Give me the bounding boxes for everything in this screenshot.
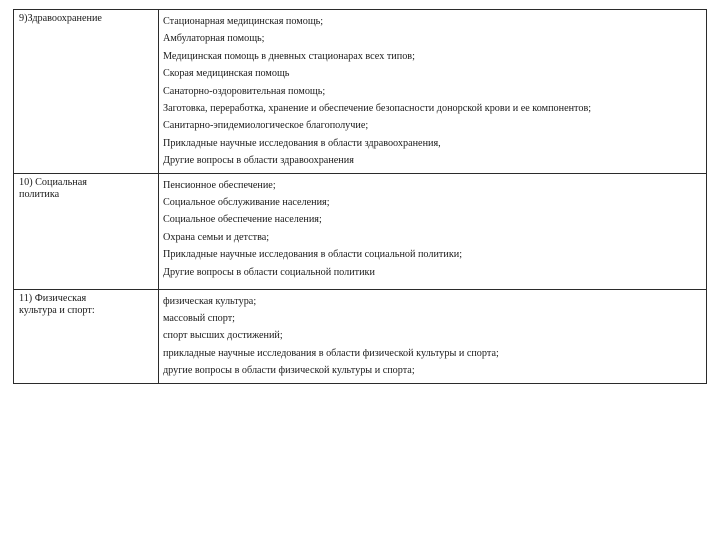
table-row (14, 289, 707, 383)
list-item: Заготовка, переработка, хранение и обеспечение безопасности донорской крови и ее компонентов; (163, 103, 592, 115)
list-item: спорт высших достижений; (163, 330, 283, 342)
items-cell (159, 173, 707, 289)
list-item: Другие вопросы в области здравоохранения (163, 155, 354, 167)
list-item: Прикладные научные исследования в области здравоохранения, (163, 137, 441, 149)
table-row (14, 173, 707, 289)
list-item: Санаторно-оздоровительная помощь; (163, 85, 326, 97)
list-item: Скорая медицинская помощь (163, 68, 290, 80)
list-item: Амбулаторная помощь; (163, 33, 265, 45)
list-item: Другие вопросы в области социальной политики (163, 266, 375, 278)
items-cell (159, 10, 707, 174)
list-item: Пенсионное обеспечение; (163, 179, 276, 191)
list-item: Охрана семьи и детства; (163, 231, 270, 243)
sector-label-healthcare: 9)Здравоохранение (19, 13, 102, 24)
list-item: физическая культура; (163, 295, 257, 307)
sector-cell (14, 289, 159, 383)
list-item: Социальное обслуживание населения; (163, 197, 330, 209)
list-item: Стационарная медицинская помощь; (163, 16, 324, 27)
sector-cell (14, 173, 159, 289)
list-item: прикладные научные исследования в области физической культуры и спорта; (163, 347, 499, 359)
sector-label-social-policy: 10) Социальная политика (19, 176, 87, 200)
budget-sections-table (13, 9, 707, 384)
list-item: Социальное обеспечение населения; (163, 214, 322, 226)
items-cell (159, 289, 707, 383)
list-item: массовый спорт; (163, 313, 235, 325)
sector-cell (14, 10, 159, 174)
list-item: Прикладные научные исследования в области социальной политики; (163, 249, 463, 261)
list-item: Санитарно-эпидемиологическое благополучие; (163, 120, 369, 132)
sector-label-sport: 11) Физическая культура и спорт: (19, 292, 95, 316)
list-item: другие вопросы в области физической культуры и спорта; (163, 365, 415, 377)
table-row (14, 10, 707, 174)
list-item: Медицинская помощь в дневных стационарах всех типов; (163, 50, 415, 62)
